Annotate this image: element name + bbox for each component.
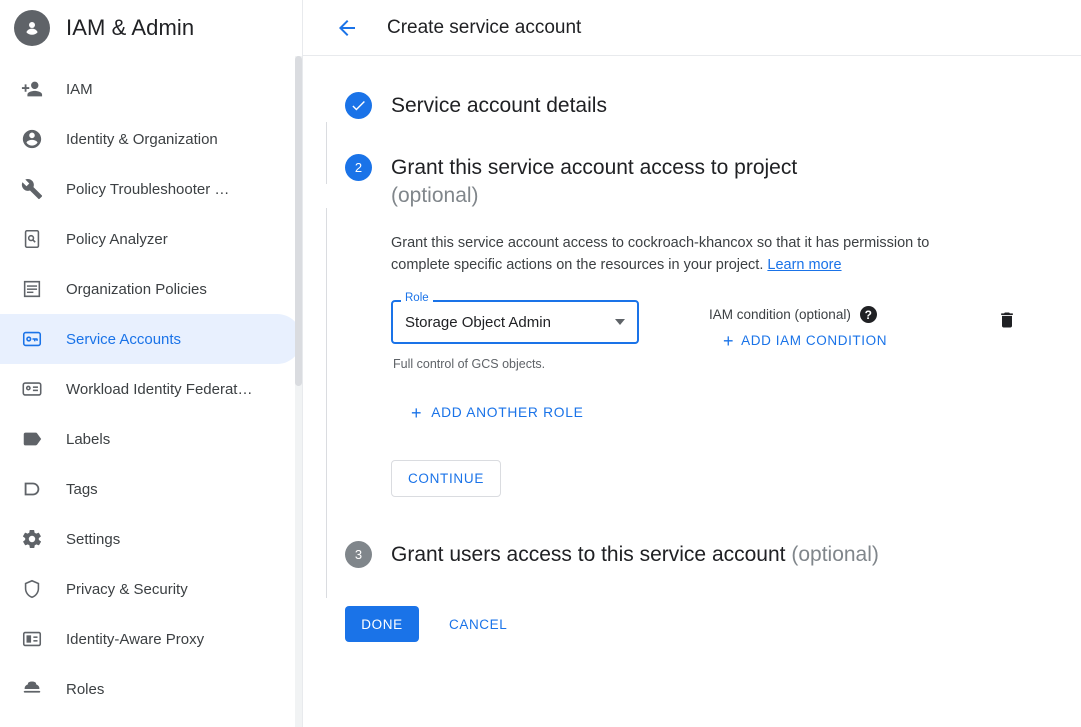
step-connector-2 (326, 208, 327, 598)
add-iam-condition-button[interactable] (723, 330, 888, 351)
role-select[interactable] (391, 300, 639, 344)
role-row (391, 292, 1081, 371)
add-another-role-button[interactable] (411, 402, 584, 423)
sidebar-item-tags[interactable] (0, 464, 302, 514)
sidebar-item-policy-analyzer[interactable] (0, 214, 302, 264)
sidebar-item-label: Privacy & Security (66, 580, 188, 598)
sidebar-item-policy-troubleshooter[interactable] (0, 164, 302, 214)
iap-icon (20, 627, 44, 651)
step3-marker: 3 (345, 541, 372, 568)
person-add-icon (20, 77, 44, 101)
sidebar-item-settings[interactable] (0, 514, 302, 564)
cancel-button[interactable]: CANCEL (437, 609, 519, 640)
sidebar-item-label: Labels (66, 430, 111, 448)
sidebar-item-identity-aware-proxy[interactable] (0, 614, 302, 664)
sidebar-item-label: Policy Troubleshooter … (66, 180, 230, 198)
plus-icon: + (723, 330, 735, 351)
tag-icon (20, 477, 44, 501)
step3-title (391, 541, 1081, 569)
sidebar-item-label: Organization Policies (66, 280, 207, 298)
step-connector-1 (326, 122, 327, 184)
iam-condition-label: IAM condition (optional) (709, 307, 851, 322)
role-select-label: Role (401, 292, 433, 304)
step2-title (391, 154, 1081, 210)
wrench-icon (20, 177, 44, 201)
wizard-content (303, 56, 1081, 642)
footer-actions (345, 606, 1081, 642)
page-title: Create service account (387, 16, 582, 38)
sidebar-item-workload-identity-federation[interactable] (0, 364, 302, 414)
gear-icon (20, 527, 44, 551)
sidebar-item-organization-policies[interactable] (0, 264, 302, 314)
continue-button[interactable]: CONTINUE (391, 460, 501, 497)
sidebar-item-label: Service Accounts (66, 330, 182, 348)
id-card-icon (20, 377, 44, 401)
sidebar-nav (0, 56, 302, 714)
add-another-role-label: ADD ANOTHER ROLE (431, 405, 584, 420)
arrow-back-icon[interactable] (335, 16, 359, 40)
account-circle-icon (20, 127, 44, 151)
sidebar-scrollbar-thumb[interactable] (295, 56, 302, 386)
sidebar-scrollbar[interactable] (295, 56, 302, 727)
shield-person-icon (14, 10, 50, 46)
role-select-wrap (391, 292, 639, 344)
sidebar-item-roles[interactable] (0, 664, 302, 714)
step2-description (391, 232, 991, 276)
sidebar-item-label: Tags (66, 480, 98, 498)
main-panel (303, 0, 1081, 727)
sidebar-item-label: IAM (66, 80, 93, 98)
sidebar-item-label: Workload Identity Federat… (66, 380, 253, 398)
role-select-value: Storage Object Admin (405, 313, 551, 331)
step-grant-project-access (335, 154, 1081, 497)
plus-icon: + (411, 402, 423, 423)
help-icon[interactable]: ? (860, 306, 877, 323)
sidebar-item-label: Identity & Organization (66, 130, 218, 148)
check-icon (345, 92, 372, 119)
step2-optional-text: (optional) (391, 184, 479, 207)
sidebar-item-label: Identity-Aware Proxy (66, 630, 205, 648)
service-account-icon (20, 327, 44, 351)
sidebar-header (0, 0, 302, 56)
shield-icon (20, 577, 44, 601)
sidebar-item-iam[interactable] (0, 64, 302, 114)
learn-more-link[interactable]: Learn more (767, 257, 842, 273)
step2-title-text: Grant this service account access to project (391, 156, 798, 179)
add-iam-condition-label: ADD IAM CONDITION (741, 333, 888, 348)
iam-condition-label-row (709, 306, 887, 323)
sidebar-item-service-accounts[interactable] (0, 314, 302, 364)
delete-role-button[interactable] (997, 310, 1021, 334)
step3-optional-text: (optional) (791, 543, 879, 566)
page-header (303, 0, 1081, 56)
step2-marker: 2 (345, 154, 372, 181)
chevron-down-icon[interactable] (615, 319, 625, 325)
role-helper-text: Full control of GCS objects. (393, 357, 546, 371)
label-icon (20, 427, 44, 451)
iam-condition-group (709, 300, 888, 351)
sidebar-item-privacy-security[interactable] (0, 564, 302, 614)
step-grant-users-access[interactable] (335, 541, 1081, 569)
list-icon (20, 277, 44, 301)
sidebar-item-label: Roles (66, 680, 105, 698)
role-select-group (391, 292, 639, 371)
step-service-account-details[interactable] (335, 92, 1081, 120)
sidebar-item-labels[interactable] (0, 414, 302, 464)
step2-description-text: Grant this service account access to cockroach-khancox so that it has permission to complete specific actions on the resources in your project. (391, 235, 930, 273)
done-button[interactable]: DONE (345, 606, 419, 642)
sidebar-item-identity-organization[interactable] (0, 114, 302, 164)
step3-title-text: Grant users access to this service account (391, 543, 786, 566)
roles-icon (20, 677, 44, 701)
sidebar-item-label: Settings (66, 530, 121, 548)
sidebar (0, 0, 303, 727)
step1-title: Service account details (391, 94, 607, 117)
sidebar-title: IAM & Admin (66, 15, 195, 40)
document-search-icon (20, 227, 44, 251)
sidebar-item-label: Policy Analyzer (66, 230, 168, 248)
